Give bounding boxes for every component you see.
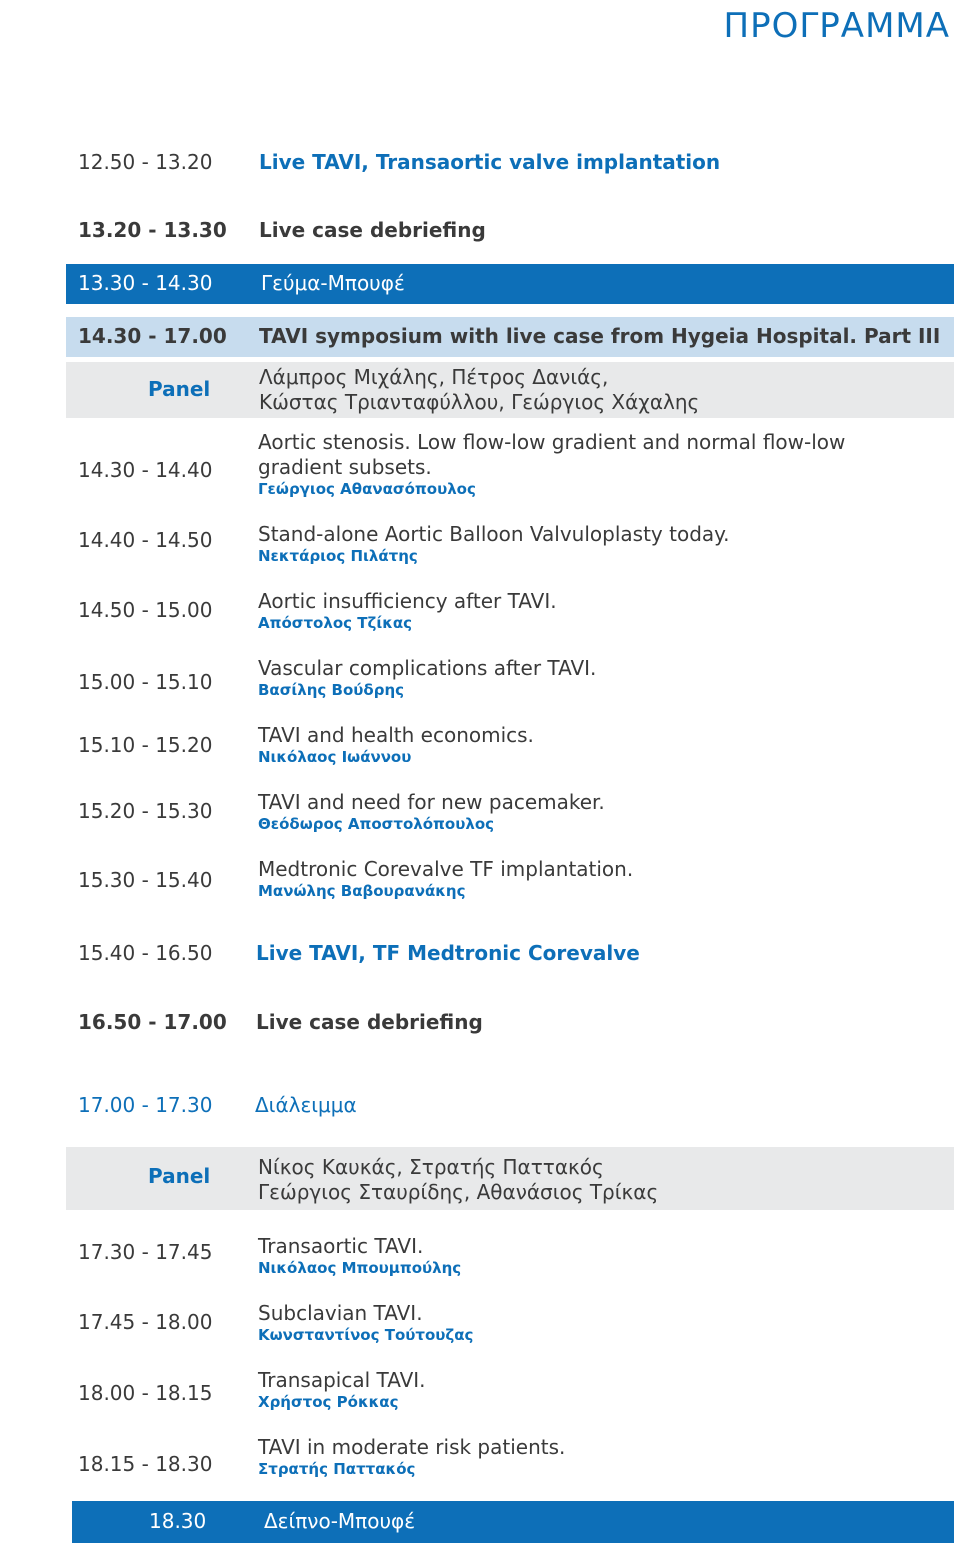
talk3-time: 14.50 - 15.00 <box>78 598 213 622</box>
time-r4: 14.30 - 17.00 <box>78 324 227 348</box>
talk7-time: 15.30 - 15.40 <box>78 868 213 892</box>
time-live-tf: 15.40 - 16.50 <box>78 941 213 965</box>
talk4-time: 15.00 - 15.10 <box>78 670 213 694</box>
time-dinner: 18.30 <box>149 1509 207 1533</box>
talk11-title: TAVI in moderate risk patients. <box>258 1435 566 1459</box>
talk8-speaker: Νικόλαος Μπουμπούλης <box>258 1259 462 1277</box>
talk8-title: Transaortic TAVI. <box>258 1234 424 1258</box>
talk9-time: 17.45 - 18.00 <box>78 1310 213 1334</box>
talk4-title: Vascular complications after TAVI. <box>258 656 597 680</box>
item-dinner: Δείπνο-Μπουφέ <box>264 1509 416 1533</box>
panel1-names-line2: Κώστας Τριανταφύλλου, Γεώργιος Χάχαλης <box>259 390 700 414</box>
talk11-speaker: Στρατής Παττακός <box>258 1460 416 1478</box>
talk6-speaker: Θεόδωρος Αποστολόπουλος <box>258 815 495 833</box>
item-live-case-debriefing: Live case debriefing <box>259 218 486 242</box>
talk9-speaker: Κωνσταντίνος Τούτουζας <box>258 1326 474 1344</box>
time-r2: 13.20 - 13.30 <box>78 218 227 242</box>
item-live-case-debriefing-2: Live case debriefing <box>256 1010 483 1034</box>
talk3-title: Aortic insufficiency after TAVI. <box>258 589 557 613</box>
talk10-time: 18.00 - 18.15 <box>78 1381 213 1405</box>
panel2-names-line1: Νίκος Καυκάς, Στρατής Παττακός <box>258 1155 604 1179</box>
talk11-time: 18.15 - 18.30 <box>78 1452 213 1476</box>
talk9-title: Subclavian TAVI. <box>258 1301 423 1325</box>
talk7-speaker: Μανώλης Βαβουρανάκης <box>258 882 466 900</box>
talk2-title: Stand-alone Aortic Balloon Valvuloplasty today. <box>258 522 730 546</box>
talk10-speaker: Χρήστος Ρόκκας <box>258 1393 399 1411</box>
talk8-time: 17.30 - 17.45 <box>78 1240 213 1264</box>
talk5-speaker: Νικόλαος Ιωάννου <box>258 748 412 766</box>
page-title: ΠΡΟΓΡΑΜΜΑ <box>723 6 950 46</box>
talk1-speaker: Γεώργιος Αθανασόπουλος <box>258 480 476 498</box>
time-break: 17.00 - 17.30 <box>78 1093 213 1117</box>
panel2-label: Panel <box>148 1164 211 1188</box>
talk6-title: TAVI and need for new pacemaker. <box>258 790 605 814</box>
talk2-time: 14.40 - 14.50 <box>78 528 213 552</box>
talk1-time: 14.30 - 14.40 <box>78 458 213 482</box>
talk2-speaker: Νεκτάριος Πιλάτης <box>258 547 418 565</box>
item-live-tavi-transaortic: Live TAVI, Transaortic valve implantation <box>259 150 721 174</box>
panel2-names-line2: Γεώργιος Σταυρίδης, Αθανάσιος Τρίκας <box>258 1180 659 1204</box>
talk4-speaker: Βασίλης Βούδρης <box>258 681 405 699</box>
panel1-label: Panel <box>148 377 211 401</box>
time-debriefing-2: 16.50 - 17.00 <box>78 1010 227 1034</box>
talk7-title: Medtronic Corevalve TF implantation. <box>258 857 634 881</box>
item-live-tavi-tf: Live TAVI, TF Medtronic Corevalve <box>256 941 640 965</box>
talk3-speaker: Απόστολος Τζίκας <box>258 614 413 632</box>
talk6-time: 15.20 - 15.30 <box>78 799 213 823</box>
item-break: Διάλειμμα <box>255 1093 357 1117</box>
talk10-title: Transapical TAVI. <box>258 1368 426 1392</box>
item-lunch: Γεύμα-Μπουφέ <box>261 271 405 295</box>
talk1-title: Aortic stenosis. Low flow-low gradient and normal flow-low <box>258 430 846 454</box>
panel1-names-line1: Λάμπρος Μιχάλης, Πέτρος Δανιάς, <box>259 365 609 389</box>
item-symposium: TAVI symposium with live case from Hygeia Hospital. Part III <box>259 324 941 348</box>
talk5-title: TAVI and health economics. <box>258 723 534 747</box>
time-r1: 12.50 - 13.20 <box>78 150 213 174</box>
talk1-title-cont: gradient subsets. <box>258 455 432 479</box>
talk5-time: 15.10 - 15.20 <box>78 733 213 757</box>
time-r3: 13.30 - 14.30 <box>78 271 213 295</box>
